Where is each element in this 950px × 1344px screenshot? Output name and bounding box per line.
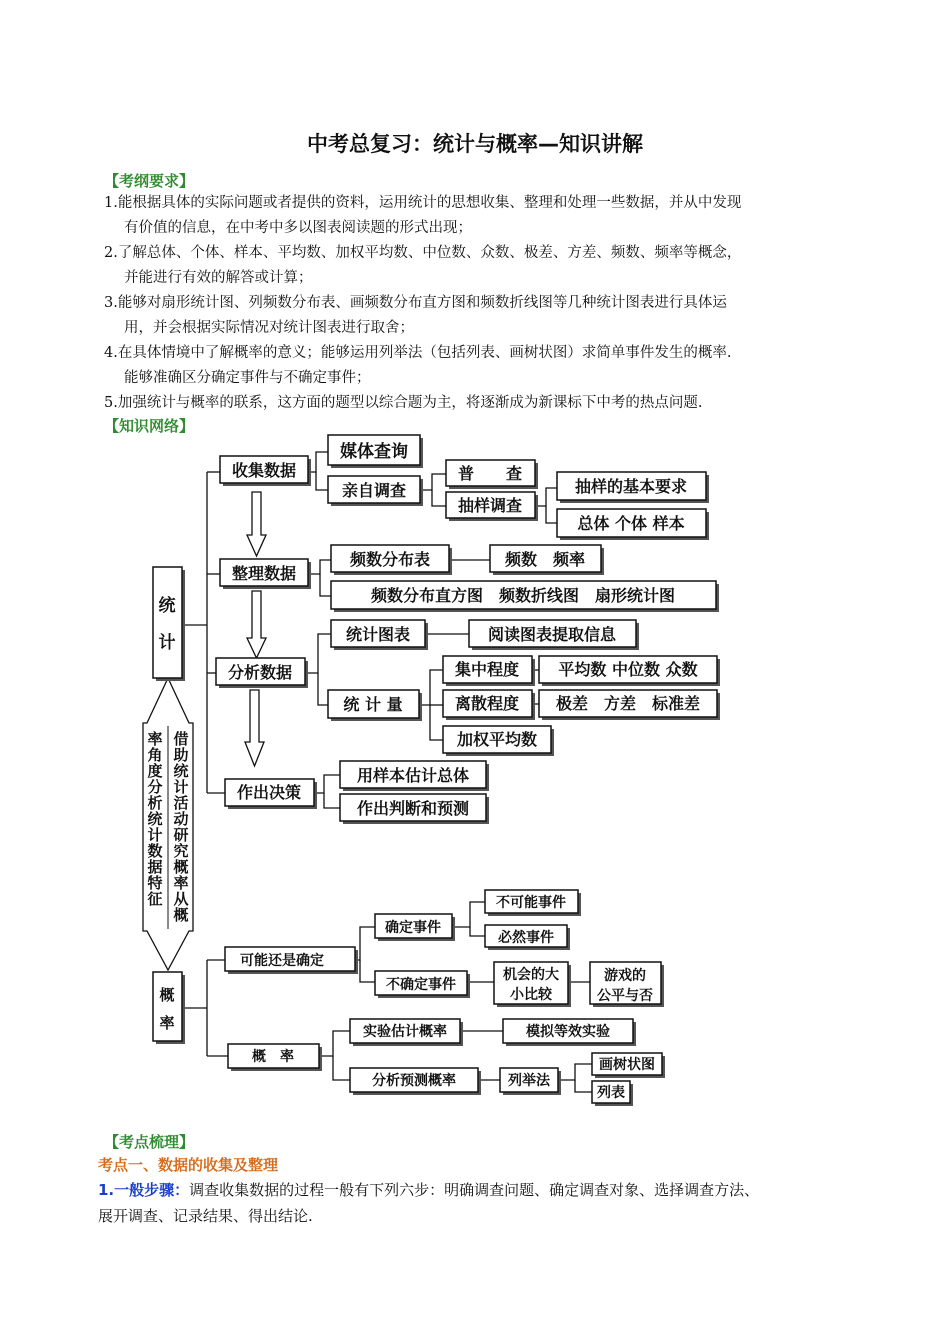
point1-paragraph — [98, 1177, 853, 1229]
requirement-item: 3.能够对扇形统计图、列频数分布表、画频数分布直方图和频数折线图等几种统计图表进行具体运 用，并会根据实际情况对统计图表进行取舍； — [104, 295, 727, 336]
svg-text:列表: 列表 — [597, 1085, 625, 1101]
svg-text:频数 频率: 频数 频率 — [504, 550, 586, 569]
section-requirements-heading: 【考纲要求】 — [104, 172, 195, 190]
svg-text:画树状图: 画树状图 — [599, 1057, 655, 1073]
arrow-caption-char: 角 — [147, 746, 163, 764]
node-certain — [375, 914, 455, 941]
node-organize-data — [220, 559, 311, 589]
diagram-nodes — [153, 435, 720, 1106]
down-arrow-icon — [245, 690, 264, 766]
node-sample-requirements — [557, 472, 709, 503]
arrow-caption-char: 概 — [173, 906, 189, 924]
node-dispersion — [443, 690, 535, 720]
svg-text:列举法: 列举法 — [508, 1073, 550, 1089]
step-label: 1.一般步骤： — [98, 1181, 190, 1199]
node-impossible — [485, 890, 581, 916]
svg-text:收集数据: 收集数据 — [231, 461, 297, 480]
arrow-caption-char: 分 — [147, 778, 163, 796]
svg-text:普 查: 普 查 — [457, 464, 523, 483]
svg-text:不确定事件: 不确定事件 — [386, 977, 456, 993]
node-self-survey — [328, 476, 423, 506]
requirement-item: 4.在具体情境中了解概率的意义；能够运用列举法（包括列表、画树状图）求简单事件发生的概率. 能够准确区分确定事件与不确定事件； — [104, 345, 732, 386]
node-collect-data — [220, 456, 311, 486]
svg-text:机会的大: 机会的大 — [503, 967, 559, 983]
svg-text:确定事件: 确定事件 — [385, 920, 441, 936]
arrow-caption-char: 征 — [147, 890, 163, 908]
svg-text:必然事件: 必然事件 — [498, 930, 554, 946]
down-arrow-icon — [247, 591, 266, 658]
node-census — [446, 460, 538, 489]
node-stat-quantity — [328, 690, 422, 721]
node-stat-chart — [331, 620, 428, 650]
arrow-caption-char: 据 — [147, 858, 163, 876]
svg-text:统 计 量: 统 计 量 — [343, 695, 403, 714]
arrow-caption-char: 动 — [173, 810, 189, 828]
section-network-heading: 【知识网络】 — [104, 417, 195, 435]
svg-text:作出判断和预测: 作出判断和预测 — [356, 799, 470, 818]
node-sample-survey — [446, 492, 538, 521]
svg-text:总体 个体 样本: 总体 个体 样本 — [577, 514, 685, 533]
node-read-chart — [469, 620, 639, 650]
svg-text:分析预测概率: 分析预测概率 — [372, 1073, 456, 1089]
arrow-caption-char: 研 — [173, 826, 189, 844]
node-decide — [225, 779, 317, 809]
arrow-caption-char: 数 — [147, 842, 163, 860]
node-possible — [225, 947, 358, 974]
point1-heading: 考点一、数据的收集及整理 — [98, 1156, 279, 1174]
svg-text:统计图表: 统计图表 — [345, 625, 411, 644]
svg-text:公平与否: 公平与否 — [597, 988, 653, 1004]
arrow-caption-left — [146, 730, 162, 908]
arrow-caption-char: 助 — [173, 746, 189, 764]
node-chance — [494, 962, 571, 1007]
node-analyze-data — [216, 658, 308, 688]
arrow-caption-char: 活 — [173, 794, 189, 812]
svg-text:抽样调查: 抽样调查 — [457, 496, 523, 515]
arrow-caption-char: 借 — [173, 730, 189, 748]
arrow-caption-char: 统 — [147, 810, 163, 828]
requirement-item: 5.加强统计与概率的联系，这方面的题型以综合题为主，将逐渐成为新课标下中考的热点问题. — [104, 395, 703, 411]
svg-text:频数分布表: 频数分布表 — [349, 550, 431, 569]
svg-text:集中程度: 集中程度 — [454, 660, 520, 679]
svg-text:率: 率 — [159, 1014, 175, 1032]
svg-text:整理数据: 整理数据 — [231, 564, 297, 583]
step-text-continued: 展开调查、记录结果、得出结论. — [98, 1207, 313, 1225]
node-tree-diagram — [592, 1053, 665, 1078]
svg-text:加权平均数: 加权平均数 — [456, 730, 538, 749]
svg-text:极差 方差 标准差: 极差 方差 标准差 — [555, 694, 701, 713]
svg-text:概: 概 — [159, 986, 175, 1004]
node-probability — [228, 1044, 322, 1071]
arrow-caption-char: 率 — [173, 874, 189, 892]
svg-text:概 率: 概 率 — [252, 1049, 294, 1065]
arrow-caption-char: 究 — [173, 842, 189, 860]
node-probability-root — [153, 972, 185, 1044]
step-text: 调查收集数据的过程一般有下列六步：明确调查问题、确定调查对象、选择调查方法、 — [189, 1181, 760, 1199]
node-media — [328, 435, 423, 468]
svg-text:抽样的基本要求: 抽样的基本要求 — [574, 477, 688, 496]
svg-text:分析数据: 分析数据 — [227, 663, 293, 682]
svg-text:小比较: 小比较 — [510, 987, 552, 1003]
svg-text:模拟等效实验: 模拟等效实验 — [526, 1024, 610, 1040]
node-fair-game — [590, 962, 664, 1007]
svg-text:用样本估计总体: 用样本估计总体 — [356, 766, 470, 785]
svg-text:频数分布直方图 频数折线图 扇形统计图: 频数分布直方图 频数折线图 扇形统计图 — [370, 586, 676, 605]
node-analyze-predict — [350, 1068, 481, 1095]
node-charts — [331, 581, 719, 612]
node-population — [557, 509, 709, 540]
arrow-caption-char: 概 — [173, 858, 189, 876]
node-freq-rate — [490, 545, 604, 575]
node-uncertain — [375, 971, 470, 998]
page-title: 中考总复习：统计与概率—知识讲解 — [307, 132, 643, 156]
arrow-caption-char: 析 — [147, 794, 163, 812]
node-experiment — [350, 1019, 463, 1046]
svg-text:计: 计 — [158, 633, 176, 653]
requirement-item: 1.能根据具体的实际问题或者提供的资料，运用统计的思想收集、整理和处理一些数据，并从中发现 有价值的信息，在中考中多以图表阅读题的形式出现； — [104, 195, 742, 236]
node-estimate — [340, 761, 489, 791]
node-simulate — [503, 1019, 636, 1046]
node-list — [592, 1081, 633, 1106]
arrow-caption-right — [172, 730, 188, 924]
node-weighted — [443, 726, 554, 756]
arrow-caption-char: 计 — [147, 826, 163, 844]
node-inevitable — [485, 925, 570, 950]
svg-text:游戏的: 游戏的 — [604, 968, 646, 984]
svg-text:阅读图表提取信息: 阅读图表提取信息 — [487, 625, 617, 644]
svg-text:亲自调查: 亲自调查 — [341, 481, 407, 500]
arrow-caption-char: 率 — [147, 730, 163, 748]
svg-text:平均数 中位数 众数: 平均数 中位数 众数 — [558, 660, 698, 679]
node-dispersion-items — [539, 690, 720, 720]
arrow-caption-char: 特 — [147, 874, 163, 892]
svg-text:可能还是确定: 可能还是确定 — [240, 953, 324, 969]
section-points-heading: 【考点梳理】 — [104, 1133, 195, 1151]
svg-text:媒体查询: 媒体查询 — [340, 442, 408, 462]
svg-text:不可能事件: 不可能事件 — [496, 895, 566, 911]
svg-text:实验估计概率: 实验估计概率 — [363, 1024, 447, 1040]
arrow-caption-char: 从 — [173, 890, 189, 908]
node-freq-table — [331, 545, 452, 575]
requirement-item: 2.了解总体、个体、样本、平均数、加权平均数、中位数、众数、极差、方差、频数、频率等概念， 并能进行有效的解答或计算； — [104, 245, 742, 286]
arrow-caption-char: 统 — [173, 762, 189, 780]
node-enumerate — [500, 1068, 561, 1095]
svg-text:作出决策: 作出决策 — [236, 783, 302, 802]
down-arrow-icon — [247, 492, 266, 556]
node-central — [443, 656, 535, 686]
svg-text:离散程度: 离散程度 — [454, 694, 520, 713]
arrow-caption-char: 计 — [173, 778, 189, 796]
node-judge — [340, 794, 489, 824]
arrow-caption-char: 度 — [147, 762, 163, 780]
node-central-items — [539, 656, 720, 686]
svg-text:统: 统 — [158, 596, 176, 616]
node-statistics — [153, 567, 185, 681]
